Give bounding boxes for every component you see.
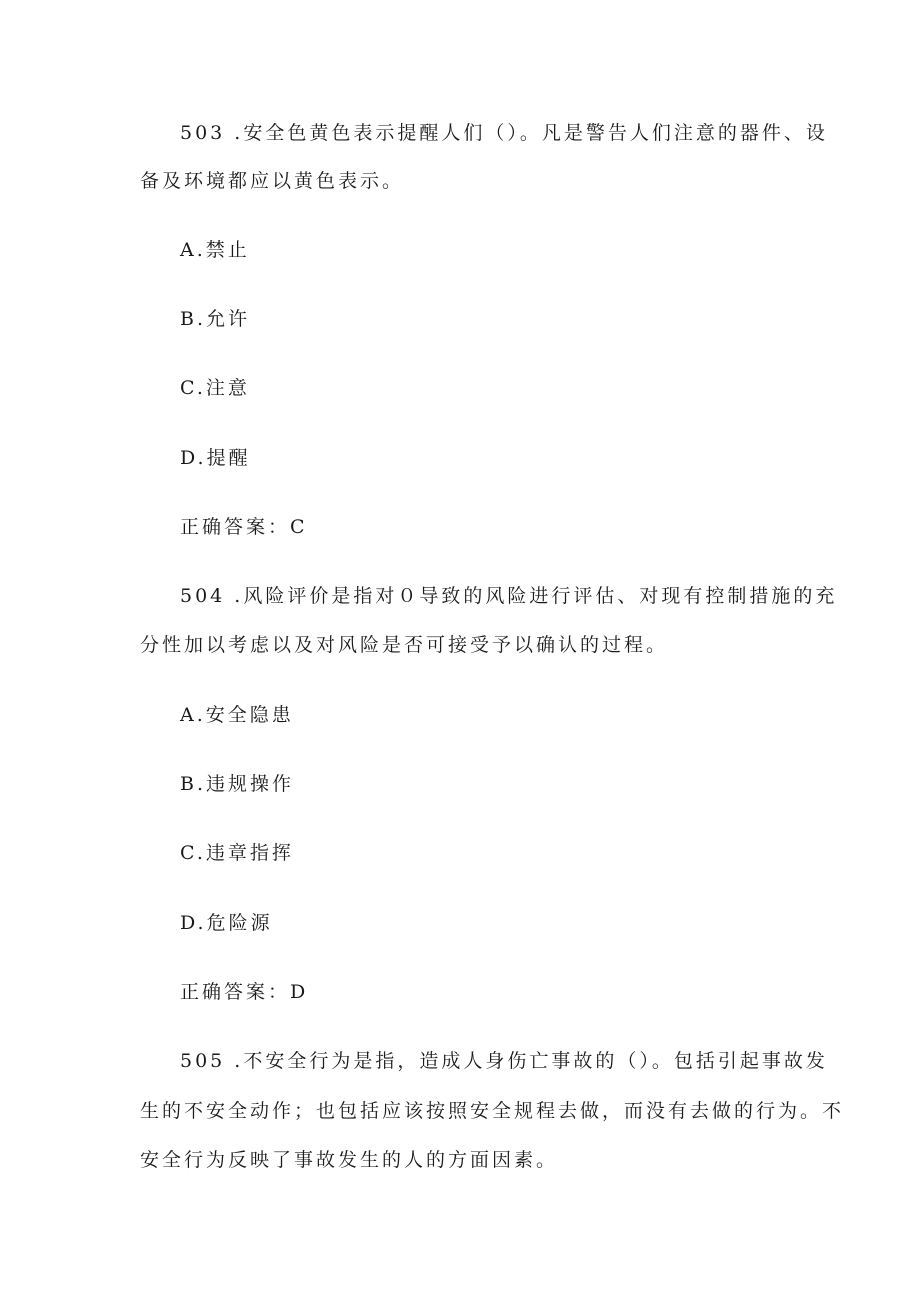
question-text-line: 分性加以考虑以及对风险是否可接受予以确认的过程。 bbox=[140, 634, 669, 656]
option-a: A.安全隐患 bbox=[180, 704, 294, 726]
question-text-line: 504 .风险评价是指对０导致的风险进行评估、对现有控制措施的充 bbox=[180, 585, 838, 607]
correct-answer: 正确答案：D bbox=[180, 981, 309, 1003]
question-text-line: 备及环境都应以黄色表示。 bbox=[140, 170, 405, 192]
question-text-line: 生的不安全动作；也包括应该按照安全规程去做，而没有去做的行为。不 bbox=[140, 1100, 845, 1122]
option-c: C.注意 bbox=[180, 377, 250, 399]
question-text-line: 安全行为反映了事故发生的人的方面因素。 bbox=[140, 1149, 559, 1171]
question-text-line: 505 .不安全行为是指，造成人身伤亡事故的（）。包括引起事故发 bbox=[180, 1050, 828, 1072]
option-b: B.允许 bbox=[180, 308, 251, 330]
correct-answer: 正确答案：C bbox=[180, 516, 308, 538]
option-c: C.违章指挥 bbox=[180, 842, 294, 864]
option-d: D.危险源 bbox=[180, 912, 273, 934]
option-d: D.提醒 bbox=[180, 447, 251, 469]
question-text-line: 503 .安全色黄色表示提醒人们（）。凡是警告人们注意的器件、设 bbox=[180, 122, 828, 144]
option-b: B.违规操作 bbox=[180, 773, 295, 795]
option-a: A.禁止 bbox=[180, 239, 250, 261]
